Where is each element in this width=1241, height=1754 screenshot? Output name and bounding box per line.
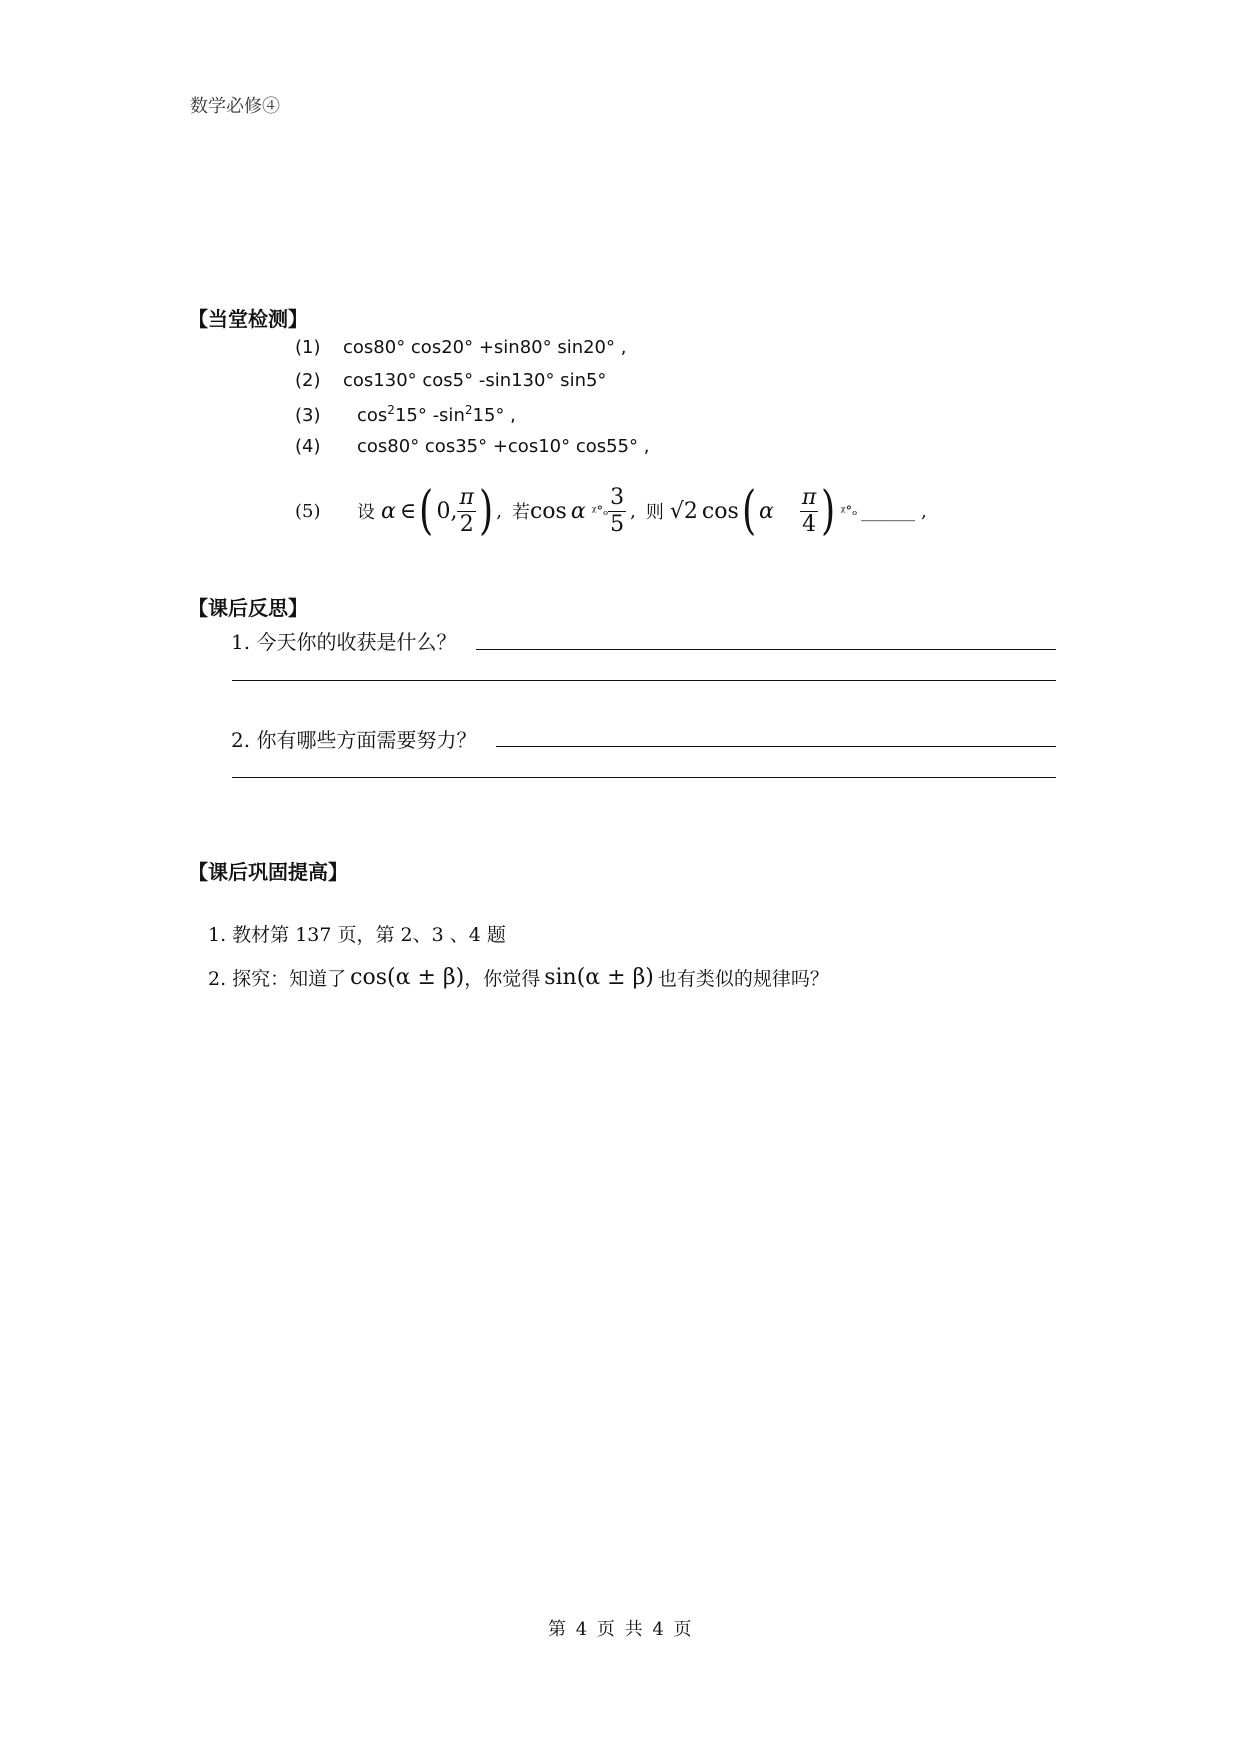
consolidate-item-2-end: 也有类似的规律吗？ bbox=[657, 968, 829, 990]
problem-3-text-c: 15° , bbox=[472, 405, 516, 426]
fraction-denominator: 5 bbox=[610, 511, 625, 537]
left-paren-2: ( bbox=[741, 481, 757, 541]
answer-line-1b[interactable] bbox=[232, 680, 1056, 681]
problem-3-sup-2: 2 bbox=[464, 403, 473, 417]
sqrt-2: √2 bbox=[669, 498, 698, 524]
problem-4 bbox=[295, 436, 649, 457]
then-word: 则 bbox=[645, 502, 664, 523]
sin-alpha-pm-beta: sin(α ± β) bbox=[544, 965, 654, 990]
fraction-numerator: π bbox=[801, 484, 817, 510]
problem-1-text: cos80° cos20° +sin80° sin20° , bbox=[343, 337, 627, 358]
cos-alpha-pm-beta: cos(α ± β) bbox=[350, 965, 465, 990]
fraction-numerator: π bbox=[459, 484, 474, 510]
consolidate-item-1: 1. 教材第 137 页，第 2、3 、4 题 bbox=[208, 924, 506, 946]
right-paren: ) bbox=[478, 481, 494, 541]
cos-text-2: cos bbox=[701, 498, 739, 524]
if-word: 若 bbox=[511, 502, 530, 523]
problem-1-number: (1) bbox=[295, 337, 321, 358]
answer-line-2a[interactable] bbox=[496, 746, 1056, 747]
fraction-pi-over-2 bbox=[457, 485, 475, 538]
fraction-3-over-5 bbox=[608, 485, 626, 538]
section-heading-consolidate: 【课后巩固提高】 bbox=[188, 860, 348, 884]
left-paren: ( bbox=[419, 481, 434, 541]
problem-1 bbox=[295, 337, 626, 358]
answer-line-2b[interactable] bbox=[232, 777, 1056, 778]
equals-glyph: ᵡ°ₒ bbox=[591, 503, 609, 519]
problem-3 bbox=[295, 403, 516, 426]
problem-2-number: (2) bbox=[295, 370, 321, 391]
equals-glyph-2: ᵡ°ₒ bbox=[840, 503, 858, 519]
problem-4-text: cos80° cos35° +cos10° cos55° , bbox=[357, 436, 650, 457]
alpha-symbol-3: α bbox=[759, 498, 774, 524]
interval-zero: 0, bbox=[436, 498, 458, 524]
alpha-symbol: α bbox=[381, 498, 396, 524]
problem-3-text-b: 15° -sin bbox=[394, 405, 465, 426]
problem-4-number: (4) bbox=[295, 436, 321, 457]
comma-2: , bbox=[630, 500, 636, 522]
problem-2-text: cos130° cos5° -sin130° sin5° bbox=[343, 370, 607, 391]
problem-5 bbox=[295, 476, 927, 546]
reflect-question-2: 2. 你有哪些方面需要努力？ bbox=[231, 728, 477, 752]
page-footer: 第 4 页 共 4 页 bbox=[548, 1619, 694, 1640]
right-paren-2: ) bbox=[821, 481, 836, 541]
consolidate-item-2 bbox=[208, 964, 829, 991]
fraction-denominator: 2 bbox=[459, 511, 474, 537]
problem-5-number: (5) bbox=[295, 500, 321, 522]
comma-1: , bbox=[496, 500, 502, 522]
consolidate-item-2-mid: ，你觉得 bbox=[464, 968, 541, 990]
problem-2 bbox=[295, 370, 606, 391]
section-heading-reflect: 【课后反思】 bbox=[188, 596, 308, 620]
problem-5-lead: 设 bbox=[357, 502, 375, 523]
answer-line-1a[interactable] bbox=[476, 649, 1056, 650]
problem-3-number: (3) bbox=[295, 405, 321, 426]
fraction-denominator: 4 bbox=[802, 511, 817, 537]
cos-text: cos bbox=[529, 498, 567, 524]
reflect-question-1: 1. 今天你的收获是什么？ bbox=[231, 630, 457, 654]
consolidate-item-2-lead: 2. 探究：知道了 bbox=[208, 968, 347, 990]
element-of-symbol: ∈ bbox=[399, 498, 417, 524]
section-heading-check: 【当堂检测】 bbox=[188, 307, 308, 331]
document-header: 数学必修④ bbox=[190, 96, 280, 117]
alpha-symbol-2: α bbox=[570, 498, 586, 524]
fraction-pi-over-4 bbox=[800, 485, 818, 538]
fraction-numerator: 3 bbox=[610, 484, 625, 510]
problem-3-text-a: cos bbox=[357, 405, 388, 426]
problem-3-sup-1: 2 bbox=[387, 403, 395, 417]
problem-5-end: , bbox=[921, 500, 927, 522]
answer-blank[interactable]: ______ bbox=[861, 500, 916, 522]
